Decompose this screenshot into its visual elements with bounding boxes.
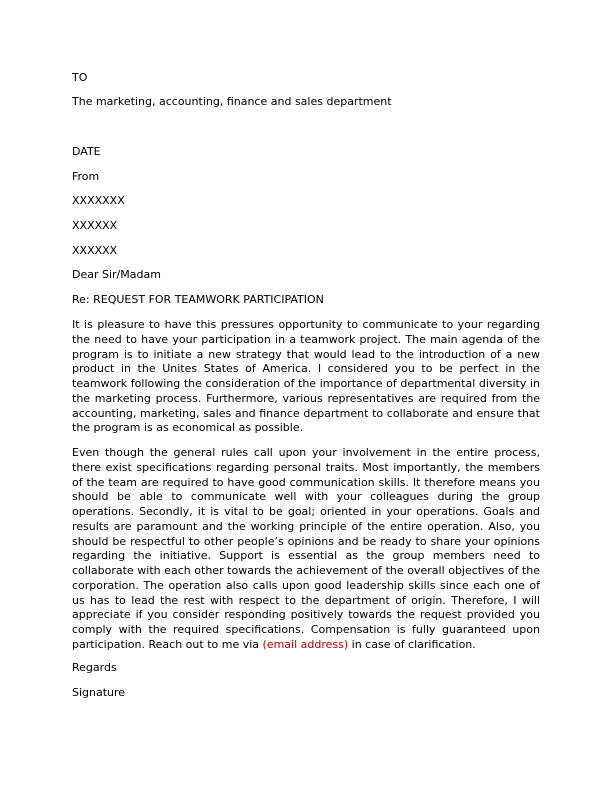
subject-line: Re: REQUEST FOR TEAMWORK PARTICIPATION: [72, 293, 324, 306]
from-label: From: [72, 170, 100, 183]
closing: Regards: [72, 661, 117, 674]
signature: Signature: [72, 686, 126, 699]
sender-line-2: XXXXXX: [72, 219, 118, 232]
salutation: Dear Sir/Madam: [72, 268, 161, 281]
email-placeholder: (email address): [262, 637, 349, 651]
to-label: TO: [72, 71, 88, 84]
paragraph-2-ending: in case of clarification.: [348, 637, 476, 651]
date-label: DATE: [72, 145, 101, 158]
paragraph-2-text: Even though the general rules call upon your involvement in the entire process, there exist specifications regarding personal traits. Most importantly, the members of the team are required to have good communication skills. It therefore means you should be able to communicate well with your colleagues during the group operations. Secondly, it is vital to be goal; oriented in your operations. Goals and results are paramount and the working principle of the entire operation. Also, you should be respectful to other people’s opinions and be ready to share your opinions regarding the initiative. Support is essential as the group members need to collaborate with each other towards the achievement of the overall objectives of the corporation. The operation also calls upon good leadership skills since each one of us has to lead the rest with respect to the department of origin. Therefore, I will appreciate if you consider responding positively towards the request provided you comply with the required specifications. Compensation is fully guaranteed upon participation. Reach out to me via: [72, 446, 540, 651]
body-paragraph-1: It is pleasure to have this pressures opportunity to communicate to your regarding the need to have your participation in a teamwork project. The main agenda of the program is to initiate a new strategy that would lead to the introduction of a new product in the Unites States of America. I considered you to be perfect in the teamwork following the consideration of the importance of departmental diversity in the marketing process. Furthermore, various representatives are required from the accounting, marketing, sales and finance department to collaborate and ensure that the program is as economical as possible.: [72, 318, 540, 435]
sender-line-1: XXXXXXX: [72, 194, 125, 207]
recipient-line: The marketing, accounting, finance and sales department: [72, 95, 392, 108]
body-paragraph-2: [72, 446, 540, 653]
sender-line-3: XXXXXX: [72, 244, 118, 257]
